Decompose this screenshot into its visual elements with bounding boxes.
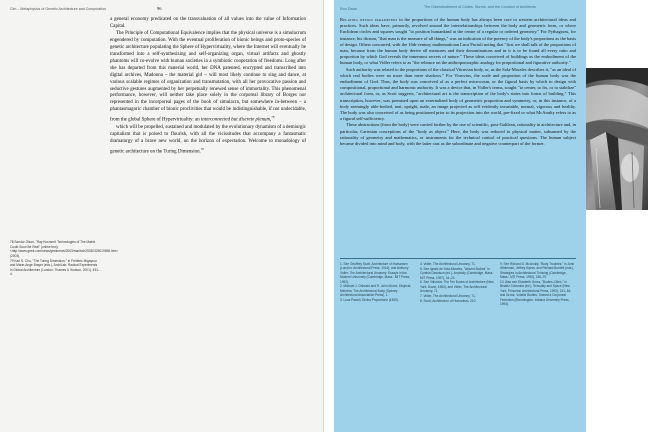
side-notes: [10, 240, 119, 277]
left-folio: 96: [157, 6, 162, 11]
footnote-rule: [340, 258, 576, 259]
footnote: 2. Michael J. Ostwald and R. John Moore, Disjecta Membra: The Architectural Body (Sydney: Architectural Association Press), 1.: [340, 284, 411, 298]
right-running-head-title: The Disembodiment of Codes, Norms, and the Conduct of Architects: [424, 5, 536, 9]
footnote: 9. See Richard D. McAnulty, "Body Troubles," in John Whiteman, Jeffrey Kipnis, and Richard Burdett (eds.), Strategies in Architectural Thinking (Cambridge, Mass.: MIT Press, 1992), 180–97.: [500, 262, 575, 280]
note-ref: 79: [200, 146, 204, 151]
left-paragraph: [110, 31, 306, 125]
left-paragraph: a general economy predicated on the transvaluation of all values into the value of Information Capital.: [110, 17, 306, 29]
right-paragraph: [340, 17, 576, 67]
footnote: 3. Luca Pacioli, Divina Proportione (1509).: [340, 298, 399, 303]
footnote: 10. Also see Elizabeth Grosz, "Bodies-Cities," in Beatriz Colomina (ed.), Sexuality and Space (New York: Princeton Architectural Press, 1992), 241–54; and Grosz, Volatile Bodies: Toward a Corporeal Feminism (Bloomington: Indiana University Press, 1994).: [500, 280, 572, 307]
blue-text-panel: [334, 0, 586, 432]
paragraph-text: to the proportions of the human body has always been core to western architectural ideas and practices. Such ideas have, primarily, revolved around the interrelationships between the body and geometric form, or where Euclidean circles and squares sought "to position humankind at the centre of a regular or ordered geometry." For Pythagoras, for instance, his dictum, "that man is the measure of all things," was an indication of the potency of the body's proportions as the basis of design. Others concurred, with the 16th-century mathematician Luca Pacioli noting that "first we shall talk of the proportions of man, because from the human body derive all measures and their denominations and in it is to be found all every ratio and proportion by which God reveals the innermost secrets of nature." These ideas conceived of buildings as the embodiment of the human body, or what Vidler refers to as "the reliance on the anthropomorphic analogy for proportional and figurative authority.": [340, 17, 576, 66]
right-page: [324, 0, 648, 432]
footnote: 4. Vidler, The Architectural Uncanny, 71.: [420, 262, 476, 266]
note-ref: 78: [271, 115, 275, 120]
footnote: 5. See Ignasi de Solà-Morales, "Absent Bodies" in Cynthia Davidson (ed.), Anybody (Cambridge, Mass.: MIT Press, 1997), 16–24.: [420, 266, 495, 280]
footnote: 6. See Vitruvius, The Ten Books of Architecture (New York: Dover, 1960); and Vidler, The Architectural Uncanny, 71.: [420, 280, 494, 294]
side-note: 79 Karl S. Chu, "The Turing Dimension," in Frédéric Migayrou and Marie-Ange Brayer (eds.), ArchiLab: Radical Experiments in Global Architecture (London: Thames & Hudson, 2001), 491–4.: [10, 258, 100, 276]
paragraph-text: The Principle of Computational Equivalence implies that the physical universe is a simulacrum engendered by computation. With the eventual proliferation of bionic beings and proto-species of genetic architecture populating the Sphere of Hypervirtuality, where the Internet will eventually be transformed into a self-synthesizing and self-organizing organ, virtual artifacts and ghostly phantoms will co-evolve with human societies in a symbiotic cooperation of freedoms. Long after she has departed from this material world, her DNA patented, encrypted and transcribed into digital archives, Madonna – the material girl – will most likely continue to sing and dance, at various scalable regimes of organization and transmutation, with all her provocative passion and seductive gestures augmented by her perpetually renewed sense of immortality. This phenomenal performance, however, will neither take place solely in the corporeal library of Borges nor represented in the incorporeal pages of the book of simulacra, but somewhere in-between – a phantasmagoric chamber of bionic proclivities that would be indistinguishable, if not undecidable, from the global Sphere of Hypervirtuality: an interconnected but discrete plenum,: [110, 30, 306, 123]
side-note: 78 Sandor Olson, "Ray Kurzweil: Technologies of The Matrix Could Soon Be Real" (online text), <http://www.geek.com/news/geeknews/2003/mar/bch20030325019598.htm> (2003).: [10, 240, 119, 258]
footnote: 8. Scott, Architecture of Humanism, 210.: [420, 298, 477, 303]
left-paragraph: [110, 125, 306, 156]
footnote: 7. Vidler, The Architectural Uncanny, 71.: [420, 294, 476, 299]
right-running-head-author: Ron Davis: [340, 7, 358, 11]
footnote-column: [420, 262, 496, 304]
italic-phrase: interconnected but discrete plenum: [200, 117, 271, 123]
footnote: 1. See Geoffrey Scott, Architecture of Humanism (London: Architectural Press, 1914); and Anthony Vidler, The Architectural Uncanny: Essays in the Modern Unhomely (Cambridge, Mass.: MIT Press, 1992).: [340, 262, 410, 284]
right-paragraph: Such authority was related to the proportions of the classical Vitruvian body, or, as the Sola-Morales describes it, "as an ideal of which real bodies were no more than mere shadows." For Vitruvius, the scale and proportion of the human body was the embodiment of God. Thus, the body was conceived of as a perfect microcosm, or the figural basis by which to design with compositional, proportional and harmonic authority. It was a device that, in Vidler's terms, sought "to center, to fix, or to stabilize" architectural form, or, as Scott suggests, "architectural art is the transcription of the body's states into forms of building." This transcription, however, was premised upon an externalized body of geometric proportion and symmetry, or, in this instance, of a body seemingly able-bodied, taut, upright, male, an image projected as self evidently invariable, normal, vigorous and healthy. The body was also conceived of as being positioned prior to its projection into the world, pre-fixed or what McAnulty refers to as a figural self-sufficiency.: [340, 66, 576, 122]
lead-in: Relating design parameters: [340, 17, 398, 22]
right-paragraph: These abstractions (from the body) were carried further by the rise of scientific, post-Galilean, rationality in architecture and, in particular, Cartesian conceptions of the "body as object." Here, the body was reduced to physical matter, subsumed by the rationality of geometry and mathematics, or instruments for the technical control of practical questions. The human subject became divided into mind and body, with the latter cast as the subordinate and negative counterpart of the former.: [340, 122, 576, 147]
building-interior-image: [586, 68, 648, 210]
left-running-head: Clm – Metaphysics of Genetic Architecture and Computation: [10, 7, 107, 11]
left-body-column: [110, 17, 306, 156]
paragraph-text: which will be propelled, sustained and modulated by the evolutionary dynamism of a demiurgic capitalism that is poised to flourish, with all the vicissitudes that accompany a fantasmatic dramaturgy of a brave new world, on the horizon of expectation. Welcome to monadology of genetic architecture on the Turing Dimension.: [110, 124, 306, 155]
right-body-text: [340, 17, 576, 147]
footnote-column: [500, 262, 576, 307]
footnote-column: [340, 262, 416, 303]
architectural-photo: [586, 68, 648, 210]
